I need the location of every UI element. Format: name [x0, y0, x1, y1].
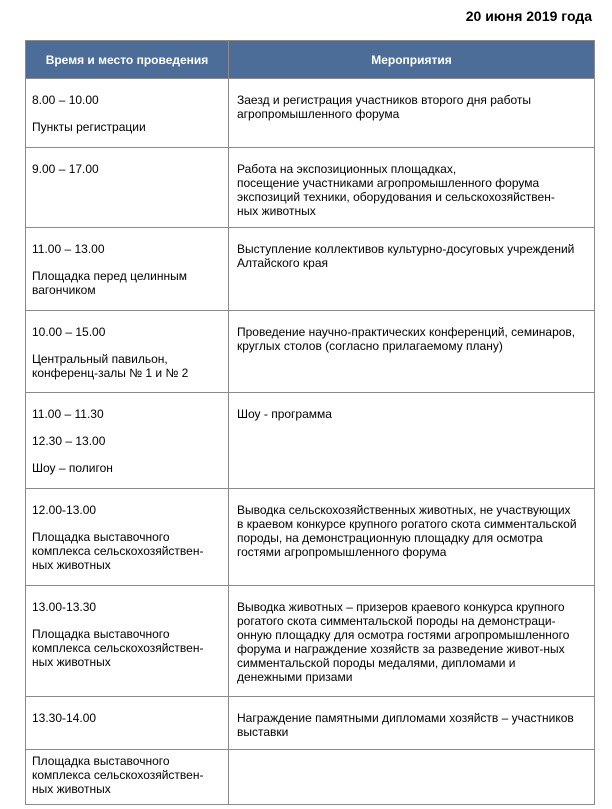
time-text: 11.00 – 13.00: [32, 242, 105, 256]
time-text: 9.00 – 17.00: [32, 162, 99, 176]
table-row: [26, 148, 595, 228]
time-text: 13.00-13.30: [32, 600, 97, 614]
table-row: [26, 79, 595, 148]
event-text: Работа на экспозиционных площадках,: [237, 162, 457, 176]
document-date: 20 июня 2019 года: [465, 8, 592, 24]
place-text: ных животных: [32, 655, 111, 669]
event-text: посещение участниками агропромышленного форума: [237, 176, 540, 190]
event-cell: [229, 750, 595, 805]
time-text: 12.00-13.00: [32, 503, 97, 517]
place-text: Площадка выставочного: [32, 530, 170, 544]
event-text: ных животных: [237, 204, 316, 218]
time-place-cell: [26, 148, 229, 228]
event-text: Выступление коллективов культурно-досуговых учреждений: [237, 242, 575, 256]
place-text: комплекса сельскохозяйствен-: [32, 544, 204, 558]
time-place-cell: [26, 79, 229, 148]
event-text: гостями агропромышленного форума: [237, 545, 447, 559]
time-place-cell: [26, 489, 229, 586]
event-text: агропромышленного форума: [237, 107, 400, 121]
place-text: комплекса сельскохозяйствен-: [32, 641, 204, 655]
event-text: Заезд и регистрация участников второго дня работы: [237, 93, 531, 107]
place-text: Площадка перед целинным: [32, 269, 187, 283]
table-row: [26, 586, 595, 697]
time-place-cell: [26, 750, 229, 805]
event-text: онную площадку для осмотра гостями агропромышленного: [237, 628, 570, 642]
place-text: ных животных: [32, 782, 111, 796]
time-text: 8.00 – 10.00: [32, 93, 99, 107]
header-events: Мероприятия: [229, 41, 595, 79]
place-text: Площадка выставочного: [32, 627, 170, 641]
time-text: 12.30 – 13.00: [32, 434, 106, 448]
event-text: Награждение памятными дипломами хозяйств – участников: [237, 711, 574, 725]
place-text: вагончиком: [32, 283, 96, 297]
place-text: комплекса сельскохозяйствен-: [32, 768, 204, 782]
event-text: в краевом конкурсе крупного рогатого скота симментальской: [237, 517, 577, 531]
time-text: 10.00 – 15.00: [32, 325, 106, 339]
table-row: [26, 393, 595, 489]
place-text: конференц-залы № 1 и № 2: [32, 366, 189, 380]
time-text: 13.30-14.00: [32, 711, 97, 725]
event-cell: [229, 79, 595, 148]
event-text: Проведение научно-практических конференций, семинаров,: [237, 325, 576, 339]
table-row: [26, 311, 595, 393]
time-text: 11.00 – 11.30: [32, 407, 104, 421]
time-place-cell: [26, 228, 229, 311]
event-cell: [229, 393, 595, 489]
event-cell: [229, 697, 595, 750]
event-text: симментальской породы медалями, дипломами и: [237, 656, 516, 670]
time-place-cell: [26, 697, 229, 750]
time-place-cell: [26, 311, 229, 393]
schedule-table: [25, 40, 595, 805]
event-text: Алтайского края: [237, 256, 329, 270]
place-text: ных животных: [32, 558, 111, 572]
table-header-row: [26, 41, 595, 79]
event-cell: [229, 228, 595, 311]
event-cell: [229, 148, 595, 228]
event-text: форума и награждение хозяйств за разведение живот-ных: [237, 642, 565, 656]
time-place-cell: [26, 393, 229, 489]
event-text: Выводка животных – призеров краевого конкурса крупного: [237, 600, 565, 614]
place-text: Центральный павильон,: [32, 352, 168, 366]
event-cell: [229, 311, 595, 393]
event-cell: [229, 586, 595, 697]
table-row: [26, 489, 595, 586]
event-text: породы, на демонстрационную площадку для осмотра: [237, 531, 543, 545]
place-text: Пункты регистрации: [32, 120, 146, 134]
place-text: Шоу – полигон: [32, 461, 113, 475]
event-text: рогатого скота симментальской породы на демонстраци-: [237, 614, 556, 628]
place-text: Площадка выставочного: [32, 754, 170, 768]
time-place-cell: [26, 586, 229, 697]
event-text: выставки: [237, 725, 289, 739]
event-text: экспозиций техники, оборудования и сельскохозяйствен-: [237, 190, 555, 204]
table-row: [26, 228, 595, 311]
event-cell: [229, 489, 595, 586]
event-text: Шоу - программа: [237, 407, 332, 421]
header-time-place: Время и место проведения: [26, 41, 229, 79]
event-text: круглых столов (согласно прилагаемому плану): [237, 339, 503, 353]
event-text: денежными призами: [237, 670, 353, 684]
table-row: [26, 697, 595, 750]
event-text: Выводка сельскохозяйственных животных, не участвующих: [237, 503, 571, 517]
table-row: [26, 750, 595, 805]
